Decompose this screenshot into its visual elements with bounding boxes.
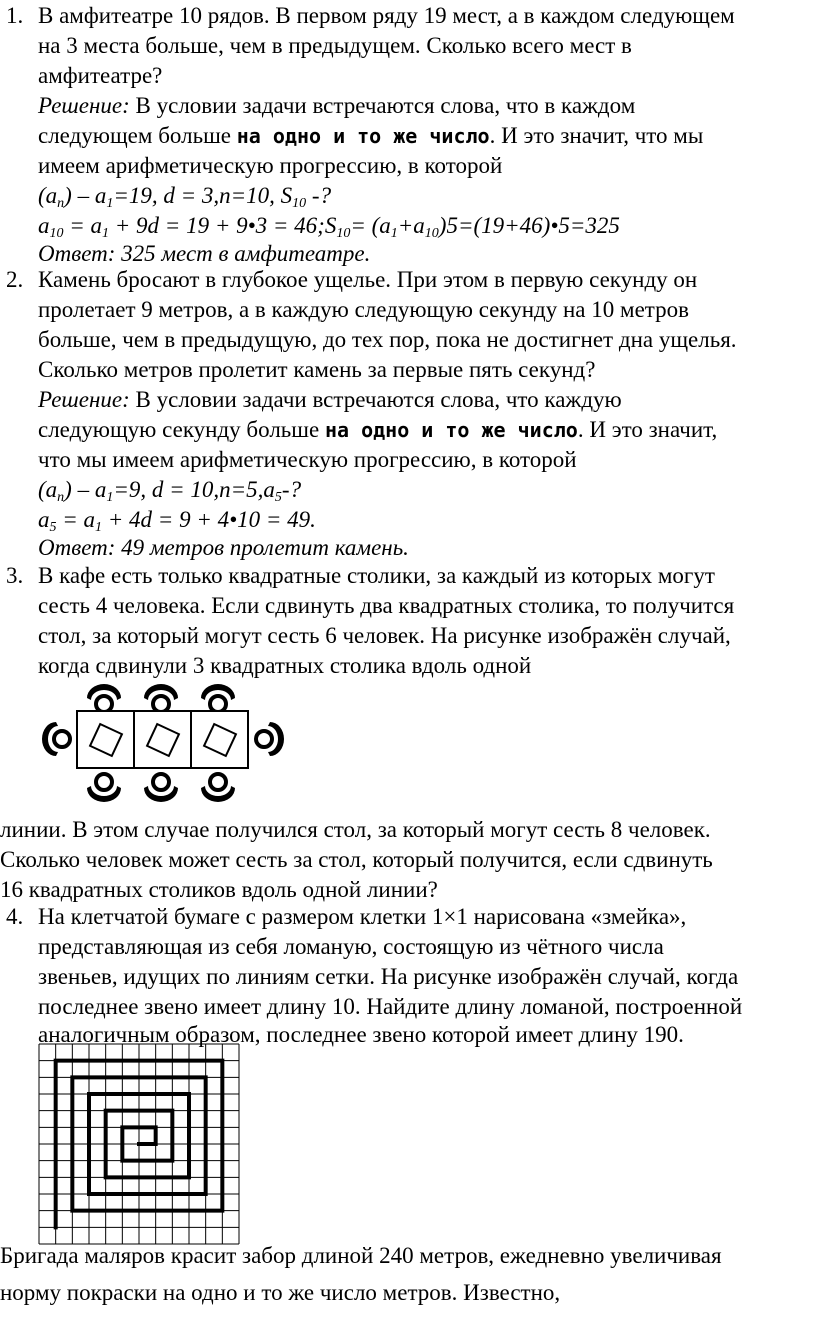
problem-3-number: 3. [6,563,24,588]
solution-label: Решение: [38,387,130,412]
chair-right [256,722,284,756]
solution-label: Решение: [38,93,130,118]
tables-figure [44,678,284,808]
problem-3-continuation-line: 16 квадратных столиков вдоль одной линии? [0,877,438,902]
solution-text: В условии задачи встречаются слова, что в каждом [129,93,636,118]
spiral-grid-figure [39,1044,239,1244]
solution-text: . И это значит, [577,417,718,442]
problem-3-text-line: когда сдвинули 3 квадратных столика вдоль одной [38,653,532,678]
footer-text-line: Бригада маляров красит забор длиной 240 метров, ежедневно увеличивая [0,1243,722,1268]
problem-2-text-line: Сколько метров пролетит камень за первые пять секунд? [38,357,596,382]
problem-1-solution-line [38,92,635,120]
problem-1-number: 1. [6,3,24,28]
chair-top [201,684,235,712]
problem-2-formula-calc: $a_5 = a_1 + 4d = 9$ + 4•10 = 49. [38,507,316,535]
problem-1-text-line: амфитеатре? [38,63,163,88]
footer-text-line: норму покраски на одно и то же число метров. Известно, [0,1280,561,1305]
problem-4-text-line: звеньев, идущих по линиям сетки. На рисунке изображён случай, когда [38,964,739,989]
problem-2-text-line: Камень бросают в глубокое ущелье. При этом в первую секунду он [38,267,698,292]
problem-1-formula-calc: $a_{10} = a_1 + 9d = 19$ + 9•3 = $46;S_{10}=$ $(a_1+a_{10})5=(19+46)•5=325$ [38,213,620,241]
problem-1-formula-given: $(a_n) - a_1=19$, d = 3,n=10, $S_{10}$ -? [38,183,332,211]
chair-bottom [201,774,235,802]
problem-1-solution-line: имеем арифметическую прогрессию, в которой [38,153,503,178]
problem-4-text-line: последнее звено имеет длину 10. Найдите длину ломаной, построенной [38,994,743,1019]
problem-4-text-line: представляющая из себя ломаную, состоящую из чётного числа [38,934,664,959]
problem-2-solution-line [38,416,717,444]
solution-text: В условии задачи встречаются слова, что каждую [129,387,622,412]
solution-text: следующую секунду больше [38,417,325,442]
problem-3-text-line: В кафе есть только квадратные столики, за каждый из которых могут [38,563,715,588]
chair-left [42,722,70,756]
problem-1-text-line: на 3 места больше, чем в предыдущем. Сколько всего мест в [38,33,632,58]
problem-2-number: 2. [6,267,24,292]
problem-2-text-line: пролетает 9 метров, а в каждую следующую секунду на 10 метров [38,297,689,322]
chair-bottom [144,774,178,802]
solution-text: . И это значит, что мы [489,123,704,148]
problem-1-answer: Ответ: 325 мест в амфитеатре. [38,241,371,266]
problem-1-solution-line [38,122,703,150]
chair-bottom [87,774,121,802]
chair-top [144,684,178,712]
problem-2-answer: Ответ: 49 метров пролетит камень. [38,535,409,560]
emphasis-text: на одно и то же число [324,418,578,442]
problem-3-continuation-line: линии. В этом случае получился стол, за который могут сесть 8 человек. [0,817,711,842]
chair-top [87,684,121,712]
problem-4-text-line: аналогичным образом, последнее звено которой имеет длину 190. [38,1022,684,1047]
problem-3-text-line: сесть 4 человека. Если сдвинуть два квадратных столика, то получится [38,593,735,618]
problem-2-solution-line: что мы имеем арифметическую прогрессию, в которой [38,447,577,472]
solution-text: следующем больше [38,123,237,148]
problem-4-number: 4. [6,904,24,929]
problem-2-solution-line [38,386,622,414]
problem-2-formula-given: $(a_n) - a_1=9$, $d = 10,n=5,a_5-$? [38,477,302,505]
problem-3-continuation-line: Сколько человек может сесть за стол, который получится, если сдвинуть [0,847,713,872]
problem-2-text-line: больше, чем в предыдущую, до тех пор, пока не достигнет дна ущелья. [38,327,737,352]
emphasis-text: на одно и то же число [236,124,490,148]
problem-1-text-line: В амфитеатре 10 рядов. В первом ряду 19 мест, а в каждом следующем [38,3,735,28]
problem-3-text-line: стол, за который могут сесть 6 человек. На рисунке изображён случай, [38,623,731,648]
problem-4-text-line: На клетчатой бумаге с размером клетки 1×1 нарисована «змейка», [38,904,687,929]
